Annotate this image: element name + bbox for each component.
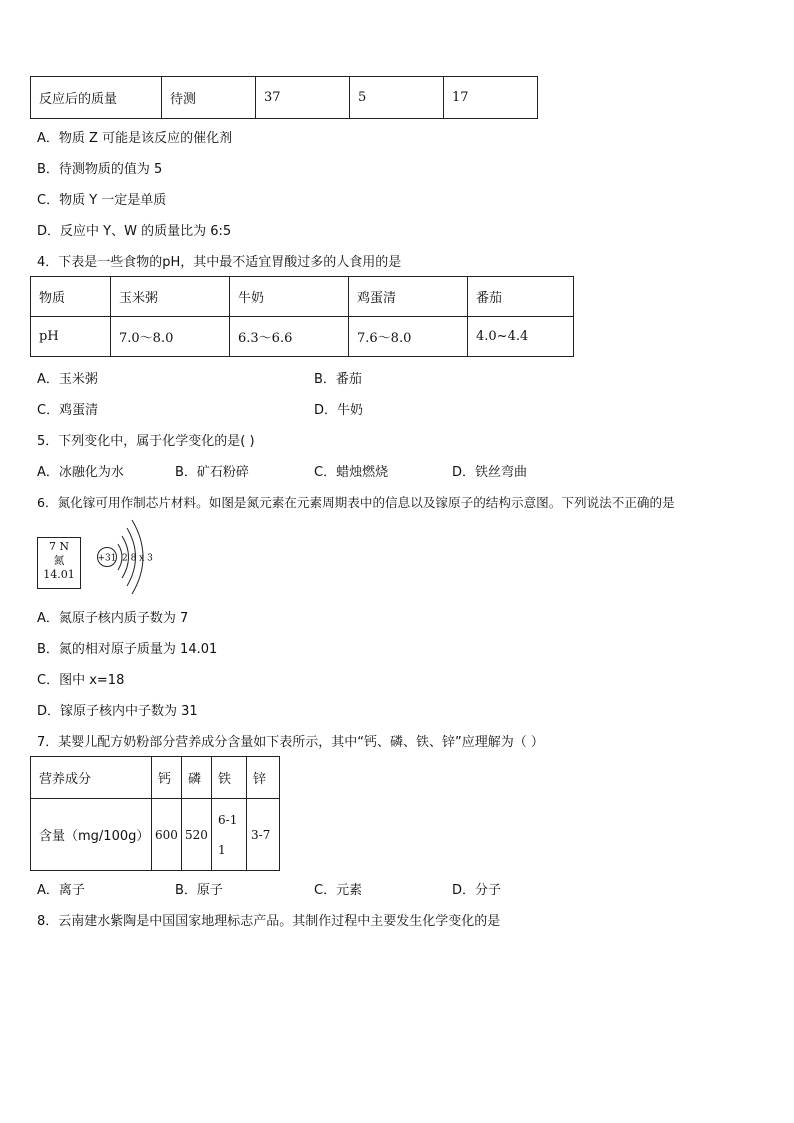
- table-row: [31, 757, 280, 799]
- q5-option-b: B．矿石粉碎: [175, 465, 249, 480]
- table-cell: 反应后的质量: [31, 77, 162, 119]
- table-cell: 7.6～8.0: [349, 317, 468, 357]
- table-header: 钙: [152, 757, 182, 799]
- q7-stem: 7．某婴儿配方奶粉部分营养成分含量如下表所示，其中“钙、磷、铁、锌”应理解为（ ）: [37, 735, 544, 750]
- q8-stem: 8．云南建水紫陶是中国国家地理标志产品。其制作过程中主要发生化学变化的是: [37, 914, 501, 929]
- q5-stem: 5．下列变化中，属于化学变化的是( ): [37, 434, 255, 449]
- q3-option-a: A．物质 Z 可能是该反应的催化剂: [37, 131, 233, 146]
- table-cell: 4.0~4.4: [468, 317, 574, 357]
- table-cell: 5: [350, 77, 444, 119]
- element-name: 氮: [53, 554, 65, 567]
- q4-option-d: D．牛奶: [314, 403, 364, 418]
- table-cell: 17: [444, 77, 538, 119]
- table-header: 物质: [31, 277, 111, 317]
- table-cell: 600: [152, 799, 182, 871]
- q4-option-b: B．番茄: [314, 372, 362, 387]
- q7-option-d: D．分子: [452, 883, 502, 898]
- q5-option-c: C．蜡烛燃烧: [314, 465, 389, 480]
- table-header: 鸡蛋清: [349, 277, 468, 317]
- table-header: 牛奶: [230, 277, 349, 317]
- table-header: 锌: [247, 757, 280, 799]
- q3-option-d: D．反应中 Y、W 的质量比为 6:5: [37, 224, 232, 239]
- element-mass: 14.01: [43, 568, 75, 581]
- table-row: [31, 277, 574, 317]
- nucleus-charge: +31: [97, 553, 117, 564]
- q5-option-d: D．铁丝弯曲: [452, 465, 528, 480]
- q6-stem: 6．氮化镓可用作制芯片材料。如图是氮元素在元素周期表中的信息以及镓原子的结构示意图。下列说法不正确的是: [37, 495, 675, 510]
- q7-option-c: C．元素: [314, 883, 363, 898]
- table-cell: 3-7: [247, 799, 280, 871]
- table-cell: 待测: [162, 77, 256, 119]
- q3-option-c: C．物质 Y 一定是单质: [37, 193, 167, 208]
- q3-table: [30, 76, 538, 119]
- table-cell: pH: [31, 317, 111, 357]
- q4-option-a: A．玉米粥: [37, 372, 98, 387]
- q4-option-c: C．鸡蛋清: [37, 403, 99, 418]
- table-row: [31, 799, 280, 871]
- table-row: [31, 317, 574, 357]
- element-number-symbol: 7 N: [48, 540, 70, 553]
- table-cell: 37: [256, 77, 350, 119]
- q6-option-a: A．氮原子核内质子数为 7: [37, 611, 189, 626]
- table-cell: 含量（mg/100g）: [31, 799, 152, 871]
- table-header: 铁: [212, 757, 247, 799]
- q6-option-d: D．镓原子核内中子数为 31: [37, 704, 198, 719]
- q7-table: [30, 756, 280, 871]
- cell-line: 1: [218, 842, 226, 857]
- q5-option-a: A．冰融化为水: [37, 465, 124, 480]
- q4-stem: 4．下表是一些食物的pH，其中最不适宜胃酸过多的人食用的是: [37, 255, 402, 270]
- table-header: 营养成分: [31, 757, 152, 799]
- q7-option-a: A．离子: [37, 883, 85, 898]
- cell-line: 6-1: [218, 812, 238, 827]
- q3-option-b: B．待测物质的值为 5: [37, 162, 163, 177]
- q4-table: [30, 276, 574, 357]
- table-row: [31, 77, 538, 119]
- table-cell: [212, 799, 247, 871]
- q6-option-b: B．氮的相对原子质量为 14.01: [37, 642, 218, 657]
- electron-shell-counts: 2 8 x 3: [122, 553, 153, 564]
- atom-structure-diagram: [92, 518, 167, 596]
- table-header: 磷: [182, 757, 212, 799]
- table-header: 玉米粥: [111, 277, 230, 317]
- table-cell: 7.0～8.0: [111, 317, 230, 357]
- periodic-table-cell: [37, 537, 81, 589]
- table-header: 番茄: [468, 277, 574, 317]
- q6-option-c: C．图中 x=18: [37, 673, 125, 688]
- table-cell: 6.3～6.6: [230, 317, 349, 357]
- q7-option-b: B．原子: [175, 883, 223, 898]
- table-cell: 520: [182, 799, 212, 871]
